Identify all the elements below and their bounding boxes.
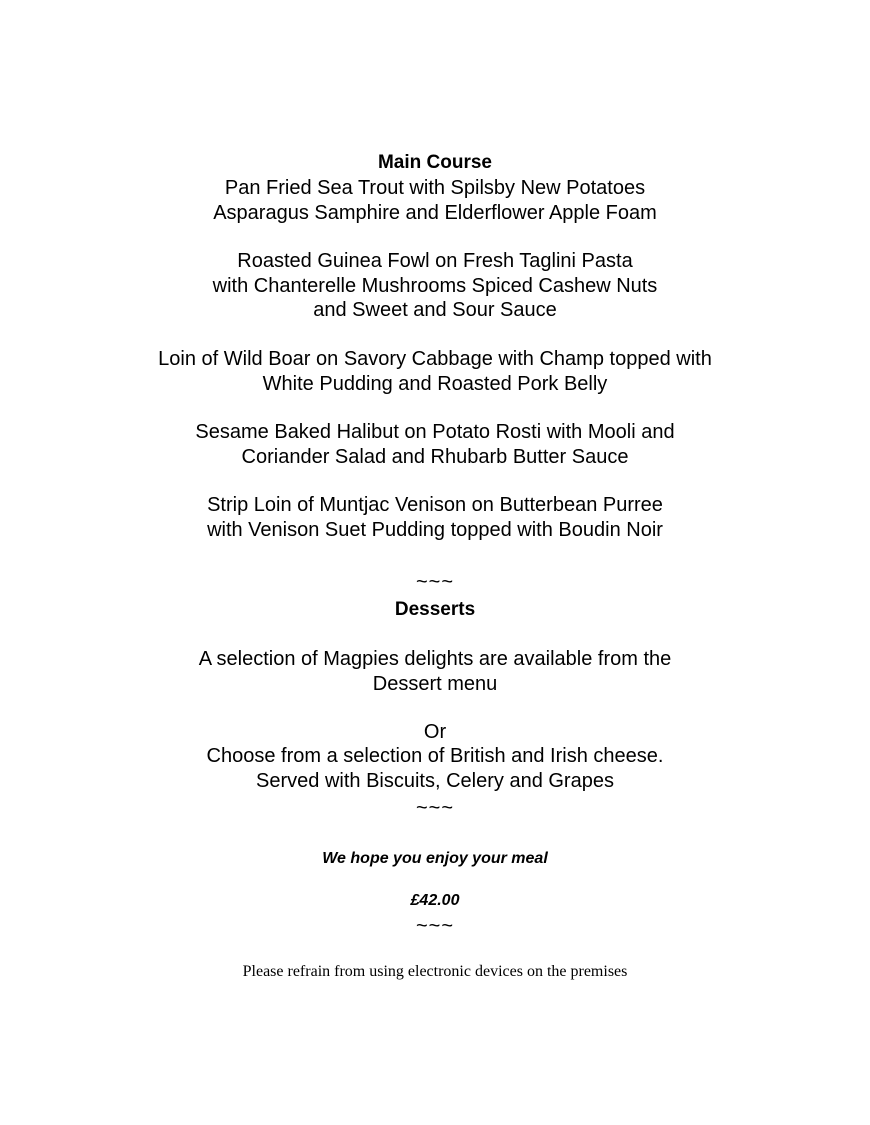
section-divider: ~~~ [415,915,455,937]
dessert-line: Dessert menu [372,672,498,695]
main-course-item-1 [0,176,870,225]
dessert-option-1 [0,647,870,696]
menu-item-line: Loin of Wild Boar on Savory Cabbage with Champ topped with [158,348,712,370]
main-course-item-5 [0,493,870,542]
dessert-line: Choose from a selection of British and Irish cheese. [206,745,664,767]
menu-item-line: White Pudding and Roasted Pork Belly [262,372,608,395]
menu-item-line: with Chanterelle Mushrooms Spiced Cashew Nuts [212,274,658,297]
devices-notice: Please refrain from using electronic devices on the premises [242,963,628,980]
menu-item-line: Asparagus Samphire and Elderflower Apple Foam [213,201,657,224]
dessert-option-2 [0,744,870,793]
section-divider: ~~~ [415,571,455,593]
dessert-line: Served with Biscuits, Celery and Grapes [256,769,614,792]
section-divider: ~~~ [415,797,455,819]
menu-item-line: Roasted Guinea Fowl on Fresh Taglini Pasta [237,250,633,272]
or-label: Or [423,721,447,743]
menu-item-line: Coriander Salad and Rhubarb Butter Sauce [241,445,629,468]
menu-item-line: and Sweet and Sour Sauce [313,299,557,321]
main-course-heading: Main Course [377,152,493,173]
dessert-line: A selection of Magpies delights are available from the [198,648,672,670]
main-course-item-2 [0,249,870,323]
main-course-item-3 [0,347,870,396]
menu-item-line: with Venison Suet Pudding topped with Boudin Noir [207,518,663,541]
menu-item-line: Pan Fried Sea Trout with Spilsby New Potatoes [224,177,646,199]
main-course-item-4 [0,420,870,469]
price: £42.00 [410,892,460,909]
closing-message: We hope you enjoy your meal [322,850,548,867]
menu-item-line: Strip Loin of Muntjac Venison on Butterbean Purree [207,494,663,516]
menu-item-line: Sesame Baked Halibut on Potato Rosti with Mooli and [195,421,675,443]
desserts-heading: Desserts [394,599,476,620]
